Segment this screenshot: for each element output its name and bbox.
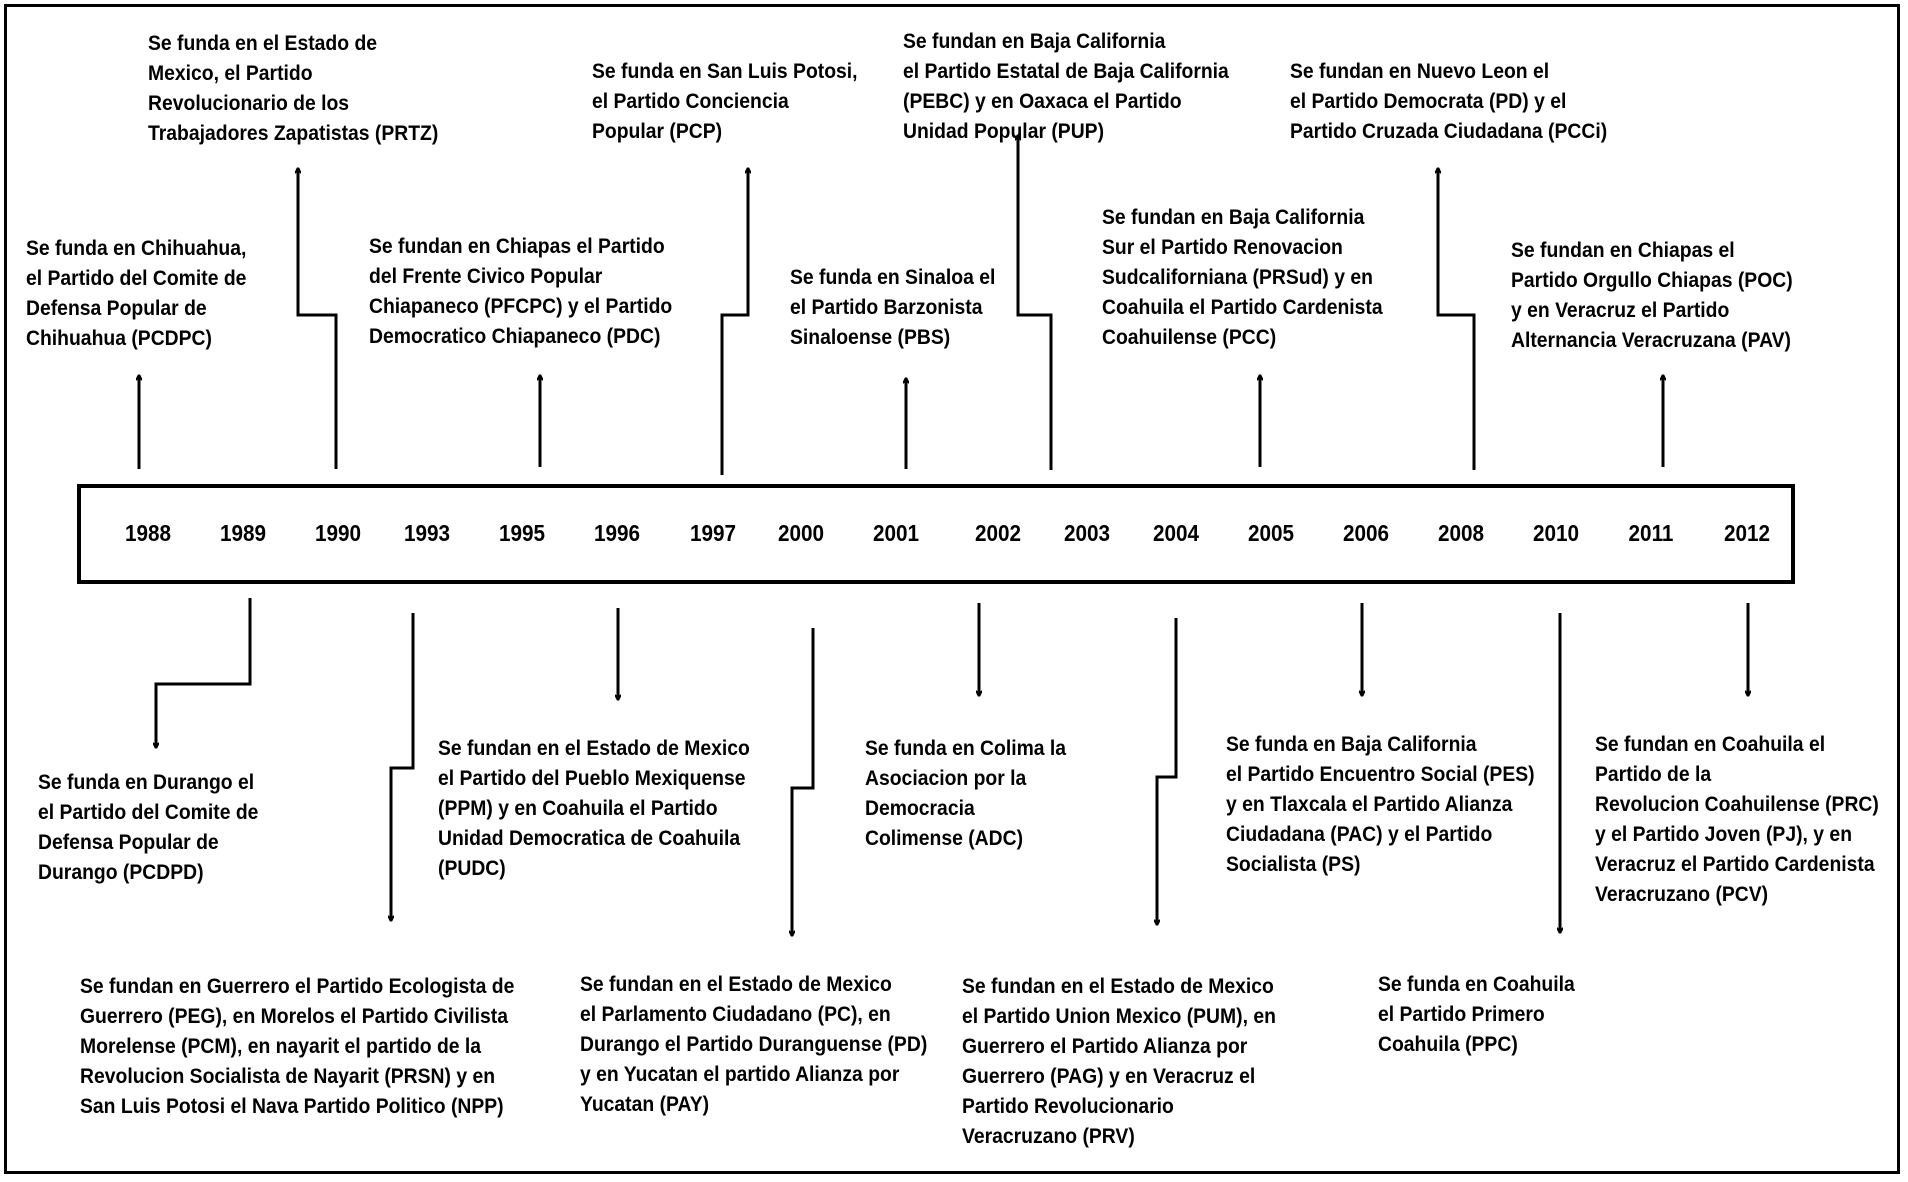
arrow-1997 [722, 168, 748, 475]
arrow-2000 [792, 628, 813, 936]
event-note-2010: Se funda en Coahuila el Partido Primero Coahuila (PPC) [1378, 972, 1575, 1056]
event-note-1995: Se fundan en Chiapas el Partido del Frente Civico Popular Chiapaneco (PFCPC) y el Partido Democratico Chiapaneco (PDC) [369, 234, 673, 348]
arrow-1989 [156, 598, 250, 748]
event-note-2003: Se fundan en Baja California el Partido Estatal de Baja California (PEBC) y en Oaxaca el Partido Unidad Popular (PUP) [903, 29, 1229, 143]
year-label: 1997 [689, 520, 737, 546]
event-note-2006: Se funda en Baja California el Partido Encuentro Social (PES) y en Tlaxcala el Partido Alianza Ciudadana (PAC) y el Partido Socialista (PS) [1226, 732, 1535, 876]
arrow-2008 [1438, 168, 1474, 470]
event-note-2005: Se fundan en Baja California Sur el Partido Renovacion Sudcaliforniana (PRSud) y en Coahuila el Partido Cardenista Coahuilense (PCC) [1102, 205, 1383, 349]
year-label: 2005 [1247, 520, 1295, 546]
year-label: 2011 [1628, 520, 1674, 546]
event-note-1993: Se fundan en Guerrero el Partido Ecologista de Guerrero (PEG), en Morelos el Partido Civilista Morelense (PCM), en nayarit el partido de la Revolucion Socialista de Nayarit (PRSN) y en San Luis Potosi el Nava Partido Politico (NPP) [80, 974, 515, 1118]
year-label: 1993 [403, 520, 451, 546]
event-note-2004: Se fundan en el Estado de Mexico el Partido Union Mexico (PUM), en Guerrero el Partido Alianza por Guerrero (PAG) y en Veracruz el Partido Revolucionario Veracruzano (PRV) [962, 974, 1276, 1148]
year-label: 1989 [219, 520, 267, 546]
event-note-2001: Se funda en Sinaloa el el Partido Barzonista Sinaloense (PBS) [790, 265, 996, 349]
year-label: 1990 [314, 520, 362, 546]
year-label: 2004 [1152, 520, 1200, 546]
event-note-1989: Se funda en Durango el el Partido del Comite de Defensa Popular de Durango (PCDPD) [38, 770, 259, 884]
event-note-2000: Se fundan en el Estado de Mexico el Parlamento Ciudadano (PC), en Durango el Partido Duranguense (PD) y en Yucatan el partido Alianza por Yucatan (PAY) [580, 972, 928, 1116]
year-label: 2010 [1532, 520, 1580, 546]
arrow-1993 [391, 613, 413, 921]
event-note-2011: Se fundan en Chiapas el Partido Orgullo Chiapas (POC) y en Veracruz el Partido Alternancia Veracruzana (PAV) [1511, 238, 1793, 352]
event-note-2002: Se funda en Colima la Asociacion por la Democracia Colimense (ADC) [865, 736, 1067, 850]
year-label: 2000 [777, 520, 825, 546]
year-label: 1996 [593, 520, 641, 546]
event-note-1997: Se funda en San Luis Potosi, el Partido Conciencia Popular (PCP) [592, 59, 858, 143]
arrow-2004 [1157, 618, 1176, 925]
arrow-1990 [298, 168, 336, 469]
year-label: 2012 [1723, 520, 1771, 546]
event-note-1990: Se funda en el Estado de Mexico, el Partido Revolucionario de los Trabajadores Zapatistas (PRTZ) [148, 31, 439, 145]
year-label: 1995 [498, 520, 546, 546]
year-label: 2006 [1342, 520, 1390, 546]
event-note-1988: Se funda en Chihuahua, el Partido del Comite de Defensa Popular de Chihuahua (PCDPC) [26, 236, 247, 350]
year-label: 2001 [872, 520, 920, 546]
event-note-1996: Se fundan en el Estado de Mexico el Partido del Pueblo Mexiquense (PPM) y en Coahuila el Partido Unidad Democratica de Coahuila (PUDC) [438, 736, 750, 880]
year-label: 2008 [1437, 520, 1485, 546]
year-label: 1988 [124, 520, 172, 546]
event-note-2012: Se fundan en Coahuila el Partido de la Revolucion Coahuilense (PRC) y el Partido Joven (PJ), y en Veracruz el Partido Cardenista Veracruzano (PCV) [1595, 732, 1879, 906]
year-label: 2003 [1063, 520, 1111, 546]
year-label: 2002 [974, 520, 1022, 546]
event-note-2008: Se fundan en Nuevo Leon el el Partido Democrata (PD) y el Partido Cruzada Ciudadana (PCCi) [1290, 59, 1608, 143]
arrow-2003 [1018, 135, 1051, 470]
